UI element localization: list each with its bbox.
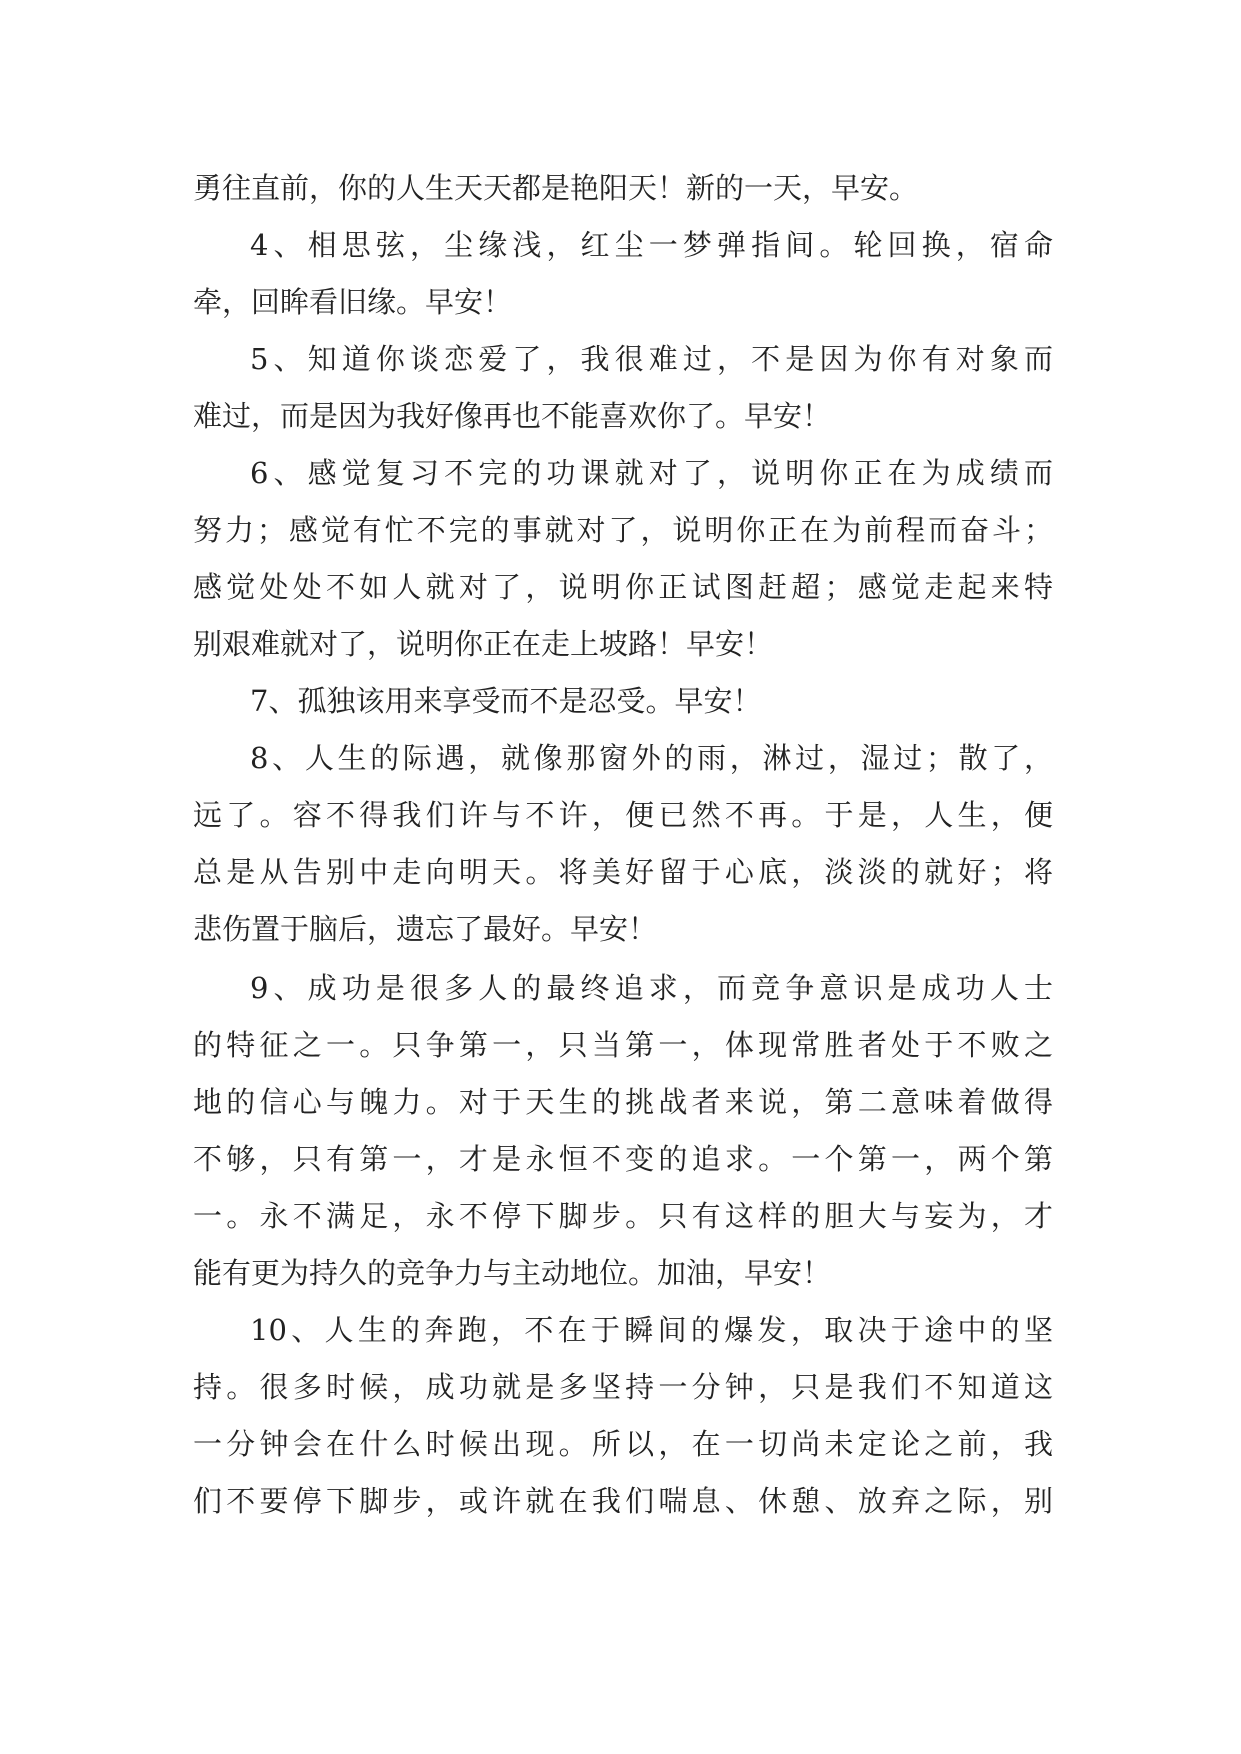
text-line: 悲伤置于脑后，遗忘了最好。早安！ — [193, 912, 658, 946]
text-line: 努力；感觉有忙不完的事就对了，说明你正在为前程而奋斗； — [193, 513, 1053, 547]
text-line: 7、孤独该用来享受而不是忍受。早安！ — [250, 684, 762, 718]
text-line: 不够，只有第一，才是永恒不变的追求。一个第一，两个第 — [193, 1142, 1053, 1176]
text-line: 10、人生的奔跑，不在于瞬间的爆发，取决于途中的坚 — [250, 1313, 1053, 1347]
text-line: 感觉处处不如人就对了，说明你正试图赶超；感觉走起来特 — [193, 570, 1053, 604]
text-line: 们不要停下脚步，或许就在我们喘息、休憩、放弃之际，别 — [193, 1484, 1053, 1518]
text-line: 持。很多时候，成功就是多坚持一分钟，只是我们不知道这 — [193, 1370, 1053, 1404]
text-line: 8、人生的际遇，就像那窗外的雨，淋过，湿过；散了， — [250, 741, 1053, 775]
text-line: 总是从告别中走向明天。将美好留于心底，淡淡的就好；将 — [193, 855, 1053, 889]
text-line: 的特征之一。只争第一，只当第一，体现常胜者处于不败之 — [193, 1028, 1053, 1062]
text-line: 4、相思弦，尘缘浅，红尘一梦弹指间。轮回换，宿命 — [250, 228, 1053, 262]
text-line: 6、感觉复习不完的功课就对了，说明你正在为成绩而 — [250, 456, 1053, 490]
text-line: 牵，回眸看旧缘。早安！ — [193, 285, 513, 319]
text-line: 勇往直前，你的人生天天都是艳阳天！新的一天，早安。 — [193, 171, 919, 205]
text-line: 9、成功是很多人的最终追求，而竞争意识是成功人士 — [250, 971, 1053, 1005]
text-line: 一。永不满足，永不停下脚步。只有这样的胆大与妄为，才 — [193, 1199, 1053, 1233]
text-line: 一分钟会在什么时候出现。所以，在一切尚未定论之前，我 — [193, 1427, 1053, 1461]
text-line: 能有更为持久的竞争力与主动地位。加油，早安！ — [193, 1256, 832, 1290]
text-line: 5、知道你谈恋爱了，我很难过，不是因为你有对象而 — [250, 342, 1053, 376]
text-line: 地的信心与魄力。对于天生的挑战者来说，第二意味着做得 — [193, 1085, 1053, 1119]
text-line: 远了。容不得我们许与不许，便已然不再。于是，人生，便 — [193, 798, 1053, 832]
text-line: 难过，而是因为我好像再也不能喜欢你了。早安！ — [193, 399, 832, 433]
text-line: 别艰难就对了，说明你正在走上坡路！早安！ — [193, 627, 774, 661]
